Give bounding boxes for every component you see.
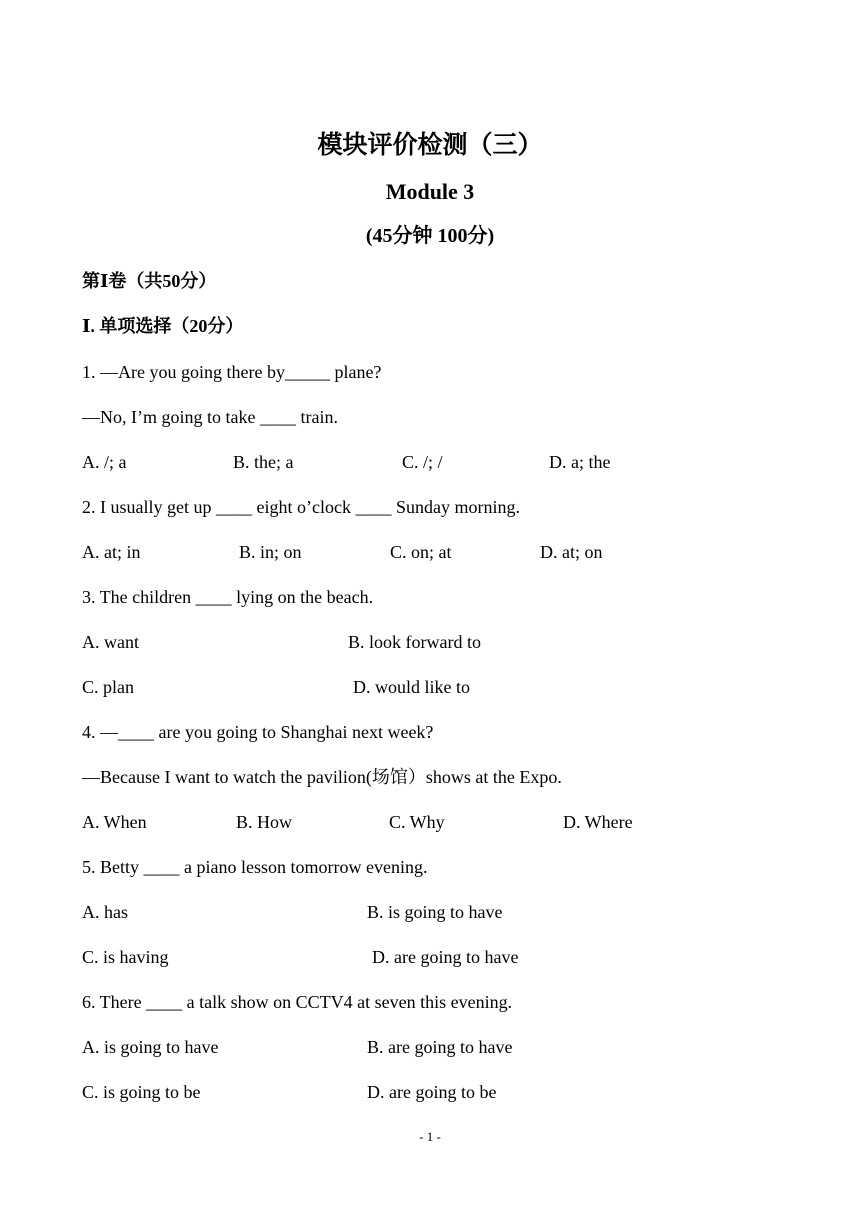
question-2-option-d: D. at; on [540,542,603,562]
question-3-option-a: A. want [82,632,139,652]
question-6-stem: 6. There ____ a talk show on CCTV4 at seven this evening. [82,992,513,1012]
page-number: - 1 - [419,1129,441,1144]
question-6-option-a: A. is going to have [82,1037,219,1057]
question-2-option-a: A. at; in [82,542,141,562]
question-4-stem: 4. —____ are you going to Shanghai next week? [82,722,434,742]
question-5-option-c: C. is having [82,947,169,967]
question-3-option-c: C. plan [82,677,134,697]
question-1-option-b: B. the; a [233,452,294,472]
section-heading: Ⅰ. 单项选择（20分） [82,316,244,336]
question-4-option-d: D. Where [563,812,633,832]
question-5-stem: 5. Betty ____ a piano lesson tomorrow evening. [82,857,428,877]
question-1-option-d: D. a; the [549,452,611,472]
question-4-option-c: C. Why [389,812,445,832]
question-6-option-d: D. are going to be [367,1082,497,1102]
time-and-score: (45分钟 100分) [365,225,495,247]
question-1-option-c: C. /; / [402,452,443,472]
question-3-stem: 3. The children ____ lying on the beach. [82,587,374,607]
question-3-option-b: B. look forward to [348,632,481,652]
question-3-option-d: D. would like to [353,677,470,697]
question-5-option-b: B. is going to have [367,902,503,922]
question-5-option-d: D. are going to have [372,947,519,967]
question-1-stem: 1. —Are you going there by_____ plane? [82,362,382,382]
part-heading: 第Ⅰ卷（共50分） [82,271,217,291]
question-2-option-b: B. in; on [239,542,302,562]
question-6-option-b: B. are going to have [367,1037,513,1057]
question-4-option-b: B. How [236,812,293,832]
question-1-option-a: A. /; a [82,452,127,472]
question-4-option-a: A. When [82,812,147,832]
question-2-option-c: C. on; at [390,542,452,562]
page-title: 模块评价检测（三） [317,132,543,159]
question-6-option-c: C. is going to be [82,1082,201,1102]
module-subtitle: Module 3 [385,179,475,204]
question-2-stem: 2. I usually get up ____ eight o’clock ____ Sunday morning. [82,497,520,517]
question-1-response: —No, I’m going to take ____ train. [82,407,338,427]
question-5-option-a: A. has [82,902,128,922]
question-4-response: —Because I want to watch the pavilion(场馆）shows at the Expo. [82,767,562,787]
